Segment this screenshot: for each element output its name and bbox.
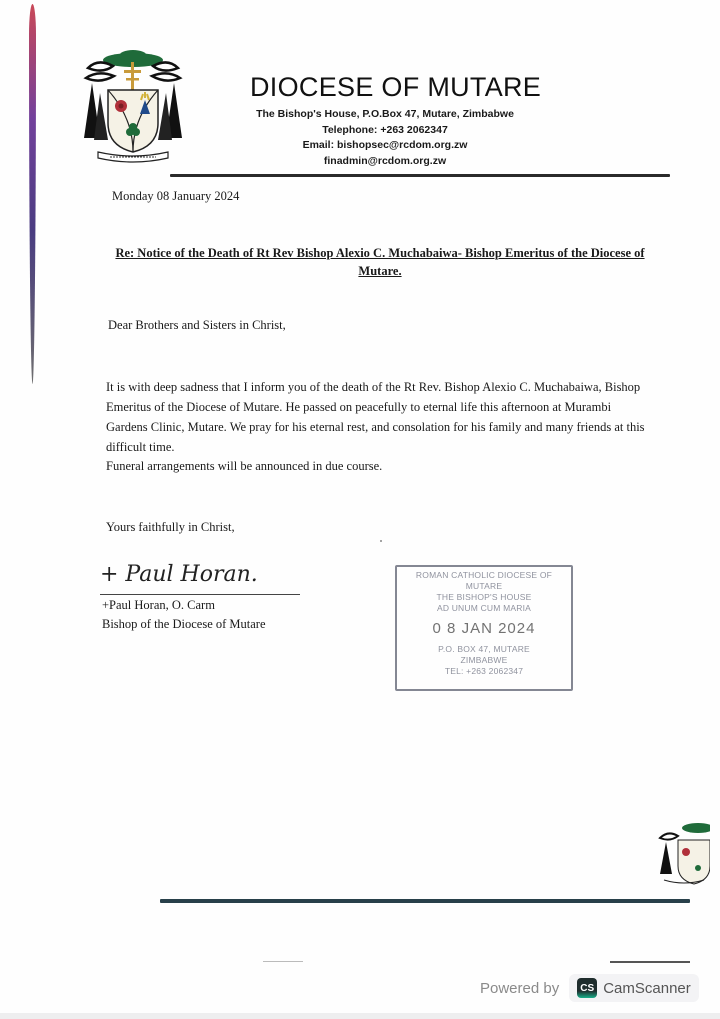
camscanner-logo-icon: CS xyxy=(577,978,597,998)
letter-salutation: Dear Brothers and Sisters in Christ, xyxy=(108,318,286,332)
stamp-line-diocese: ROMAN CATHOLIC DIOCESE OF MUTARE xyxy=(415,570,553,591)
coat-of-arms-partial-icon xyxy=(654,822,710,892)
coat-of-arms-icon xyxy=(78,48,188,166)
letter-closing: Yours faithfully in Christ, xyxy=(106,520,235,534)
footer-divider xyxy=(160,899,690,903)
handwritten-signature: + Paul Horan. xyxy=(100,562,258,587)
letter-body-paragraph: It is with deep sadness that I inform you of the death of the Rt Rev. Bishop Alexio C. Muchabaiwa, Bishop Emeritus of the Diocese of Mutare. He passed on peacefully to eternal life this afternoon at Murambi Gardens Clinic, Mutare. We pray for his eternal rest, and consolation for his family and many friends at this difficult time. xyxy=(106,380,645,454)
scan-speck xyxy=(380,540,382,542)
signer-name: +Paul Horan, O. Carm xyxy=(102,598,215,612)
scan-edge-streak xyxy=(29,4,36,384)
scan-artifact-line xyxy=(263,961,303,962)
bottom-band xyxy=(0,1013,720,1019)
scan-artifact-line xyxy=(610,961,690,963)
diocese-title: DIOCESE OF MUTARE xyxy=(250,72,542,102)
stamp-date: 0 8 JAN 2024 xyxy=(432,620,536,637)
stamp-line-motto: AD UNUM CUM MARIA xyxy=(436,603,532,613)
stamp-line-box: P.O. BOX 47, MUTARE xyxy=(438,644,530,654)
camscanner-name: CamScanner xyxy=(603,979,691,997)
letterhead-divider xyxy=(170,174,670,177)
letter-funeral-note: Funeral arrangements will be announced in due course. xyxy=(106,459,383,473)
letterhead-address: The Bishop's House, P.O.Box 47, Mutare, Zimbabwe xyxy=(256,108,514,120)
letterhead-telephone: Telephone: +263 2062347 xyxy=(322,123,448,136)
stamp-line-house: THE BISHOP'S HOUSE xyxy=(436,592,532,602)
letterhead-email-finance: finadmin@rcdom.org.zw xyxy=(323,154,447,167)
official-date-stamp xyxy=(395,565,573,691)
camscanner-brand xyxy=(569,974,699,1002)
letterhead-contact xyxy=(240,107,530,169)
camscanner-watermark xyxy=(480,972,699,1004)
letter-date: Monday 08 January 2024 xyxy=(112,189,240,203)
letter-subject: Re: Notice of the Death of Rt Rev Bishop Alexio C. Muchabaiwa- Bishop Emeritus of the Diocese of Mutare. xyxy=(115,246,645,278)
signature-line xyxy=(100,594,300,595)
letterhead-email: Email: bishopsec@rcdom.org.zw xyxy=(302,139,468,151)
powered-by-label: Powered by xyxy=(480,979,560,997)
signer-title: Bishop of the Diocese of Mutare xyxy=(102,617,266,631)
stamp-line-country: ZIMBABWE xyxy=(460,655,508,665)
stamp-line-tel: TEL: +263 2062347 xyxy=(444,666,524,676)
